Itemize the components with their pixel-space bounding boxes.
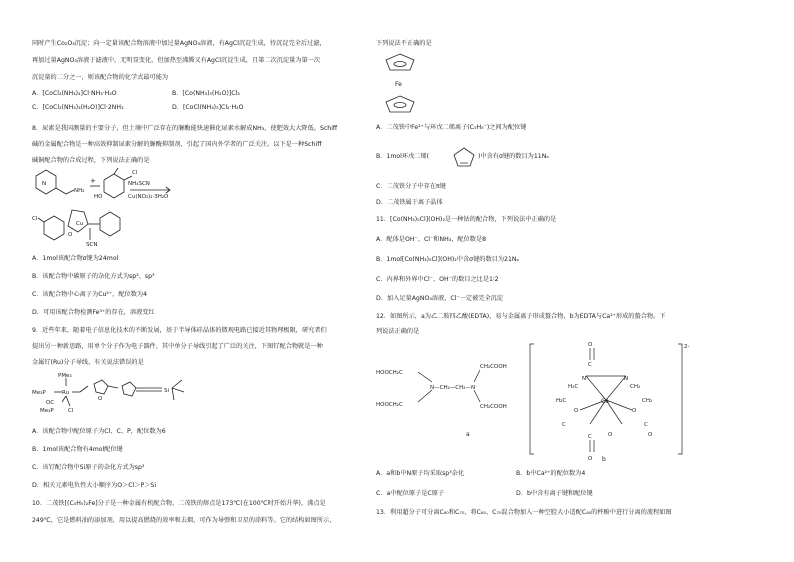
intro-line-1: 同时产生Co₂O₃沉淀；向一定量该配合物溶液中加过量AgNO₃溶液，有AgCl沉淀生成，待沉淀完全后过滤，: [32, 40, 326, 47]
q13-stem: 13．利用超分子可分离C₆₀和C₇₀，将C₆₀、C₇₀混合物加入一种空腔大小适配C₆₀的杯酚中进行分离的流程如图: [376, 509, 672, 516]
q9-ruthenium-figure: [32, 370, 212, 422]
q11-option-b: B．1mol[Co(NH₃)₅Cl](OH)₂中含σ键的数目为21Nₐ: [376, 256, 519, 263]
q8-n-atom: N: [42, 181, 47, 187]
intro-option-a: A．[CoCl₂(NH₃)₄]Cl·NH₃·H₂O: [32, 90, 117, 97]
intro-option-d: D．[CoCl(NH₃)₅]Cl₂·H₂O: [172, 104, 244, 111]
q8-reagent-cu: Cu(NO₃)₂·3H₂O: [128, 194, 169, 200]
q12-option-b: B．b中Ca²⁺的配位数为4: [516, 470, 586, 477]
q9-me3p-1: Me₃P: [32, 390, 46, 396]
complex-charge: 2-: [684, 344, 690, 350]
q9-oc: OC: [46, 400, 55, 406]
q12-option-d: D．b中含有离子键和配位键: [516, 490, 593, 497]
q12-stem-1: 12．如图所示，a为乙二胺四乙酸(EDTA)，易与金属离子形成螯合物，b为EDTA与Ca²⁺形成的螯合物。下: [376, 313, 666, 320]
q8-option-a: A．1mol该配合物σ键为24mol: [32, 255, 119, 262]
q10-stem-1: 10．二茂铁[(C₅H₅)₂Fe]分子是一种金属有机配合物，二茂铁的熔点是173℃(在100℃时开始升华)，沸点是: [32, 500, 326, 507]
ferrocene-figure: [380, 52, 420, 114]
q9-pme3: PMe₃: [58, 373, 72, 379]
atom-ch2-1: CH₂: [630, 384, 641, 390]
atom-c-2: C: [588, 434, 592, 440]
q8-option-c: C．该配合物中心离子为Cu²⁺，配位数为4: [32, 291, 148, 298]
q9-option-b: B．1mol该配合物有4mol配位键: [32, 446, 123, 453]
q10-option-b-end: )中含有σ键的数目为11Nₐ: [478, 153, 549, 160]
atom-c-4: C: [644, 422, 648, 428]
figure-label-b: b: [602, 456, 606, 463]
q9-cl: Cl: [68, 408, 74, 414]
q10-stem-2: 249℃，它是燃料油的添加剂，用以提高燃烧的效率和去烟，可作为导弹和卫星的涂料等。它的结构如图所示，: [32, 517, 336, 524]
right-column: [376, 0, 768, 562]
q11-stem: 11．[Co(NH₃)₅Cl](OH)₂是一种钴的配合物，下列说法中正确的是: [376, 216, 557, 223]
q8-stem-1: 8．尿素是我国测量的主要分子，但土壤中广泛存在的脲酶能快速催化尿素水解成NH₃，使肥效大大降低。Schiff: [32, 125, 338, 132]
q9-o: O: [98, 396, 103, 402]
q10-option-a: A．二茂铁中Fe²⁺与环戊二烯离子(C₅H₅⁻)之间为配位键: [376, 124, 527, 131]
edta-ch2cooh-bot: CH₂COOH: [480, 404, 507, 410]
q8-product-o: O: [68, 232, 73, 238]
atom-ch2-2: CH₂: [642, 398, 653, 404]
q8-stem-3: 碱铜配合物的合成过程，下列说法正确的是: [32, 157, 150, 164]
q8-reagent-nh4scn: NH₄SCN: [128, 181, 150, 187]
atom-o-5: O: [608, 432, 613, 438]
q9-si: Si: [164, 388, 170, 394]
svg-text:+: +: [90, 177, 96, 185]
q8-product-scn: SCN: [86, 242, 98, 248]
edta-hoocch2-bot: HOOCH₂C: [376, 402, 403, 408]
q9-stem-2: 提出另一种新思路，用单个分子作为电子器件，其中单分子导线引起了广泛的关注，下图钌配合物就是一种: [32, 343, 323, 350]
q11-option-d: D．加入足量AgNO₃溶液，Cl⁻一定被完全沉淀: [376, 295, 504, 302]
q9-me3p-2: Me₃P: [40, 408, 54, 414]
q9-stem-1: 9．近些年来，随着电子信息化技术的不断发展，基于半导体硅晶体的微观电路已接近其物理极限，研究者们: [32, 327, 327, 334]
q8-reagent-cl: Cl: [132, 170, 138, 176]
q12-edta-figure: [376, 340, 716, 462]
q9-stem-3: 金属钌(Ru)分子导线，有关说法错误的是: [32, 359, 144, 366]
q10-option-b-start: B．1mol环戊二烯(: [376, 153, 430, 160]
q8-ho: HO: [94, 194, 103, 200]
intro-option-b: B．[Co(NH₃)₅(H₂O)]Cl₃: [172, 90, 240, 97]
atom-n-1: N: [582, 376, 587, 382]
q10-option-d: D．二茂铁属于离子晶体: [376, 199, 443, 206]
atom-c-3: C: [562, 422, 566, 428]
q11-option-c: C．内界和外界中Cl⁻、OH⁻的数目之比是1∶2: [376, 276, 499, 283]
q8-product-cl: Cl: [32, 216, 38, 222]
intro-line-2: 再加过量AgNO₃溶液于滤液中，无明显变化，但加热至沸腾又有AgCl沉淀生成，且第二次沉淀量为第一次: [32, 57, 321, 64]
atom-o-6: O: [648, 432, 653, 438]
q8-product-cu: Cu: [76, 221, 84, 227]
atom-o-4: O: [632, 408, 637, 414]
q10-stem-cont: 下列说法不正确的是: [376, 40, 432, 47]
intro-line-3: 沉淀量的二分之一，则该配合物的化学式最可能为: [32, 74, 169, 81]
intro-option-c: C．[CoCl₂(NH₃)₃(H₂O)]Cl·2NH₃: [32, 104, 124, 111]
q8-option-b: B．该配合物中碳原子的杂化方式为sp²、sp³: [32, 273, 155, 280]
figure-label-a: a: [466, 431, 470, 438]
edta-hoocch2-top: HOOCH₂C: [376, 370, 403, 376]
q12-option-c: C．a中配位原子是C原子: [376, 490, 445, 497]
q12-stem-2: 列说法正确的是: [376, 328, 420, 335]
q11-option-a: A．配体是OH⁻、Cl⁻和NH₃，配位数是8: [376, 236, 487, 243]
q8-reaction-figure: [32, 166, 212, 251]
cyclopentadiene-icon: [452, 146, 476, 168]
atom-o-2: O: [588, 456, 593, 462]
atom-o-3: O: [574, 408, 579, 414]
q10-option-c: C．二茂铁分子中存在π键: [376, 183, 446, 190]
atom-c-1: C: [588, 362, 592, 368]
q8-option-d: D．可用该配合物检测Fe³⁺的存在，溶液变红: [32, 309, 155, 316]
complex-ca: Ca: [601, 398, 609, 405]
atom-h2c-2: H₂C: [556, 398, 567, 404]
q9-option-d: D．相关元素电负性大小顺序为O＞Cl＞P＞Si: [32, 482, 157, 489]
q9-option-c: C．该钌配合物中Si原子的杂化方式为sp³: [32, 464, 145, 471]
q8-nh2: NH₂: [74, 188, 85, 194]
q9-ru: Ru: [62, 390, 70, 396]
left-column: [32, 0, 366, 562]
edta-ch2cooh-top: CH₂COOH: [480, 364, 507, 370]
atom-n-2: N: [624, 376, 629, 382]
ferrocene-fe: Fe: [395, 81, 402, 88]
edta-backbone: N—CH₂—CH₂—N: [430, 385, 476, 391]
q8-stem-2: 碱的金属配合物是一种高效抑制尿素分解的脲酶抑制剂，引起了国内外学者的广泛关注。以下是一种Schiff: [32, 141, 322, 148]
q12-option-a: A．a和b中N原子均采取sp³杂化: [376, 470, 465, 477]
atom-o-1: O: [588, 342, 593, 348]
atom-h2c-1: H₂C: [568, 384, 579, 390]
q9-option-a: A．该配合物中配位原子为Cl、C、P，配位数为6: [32, 428, 166, 435]
